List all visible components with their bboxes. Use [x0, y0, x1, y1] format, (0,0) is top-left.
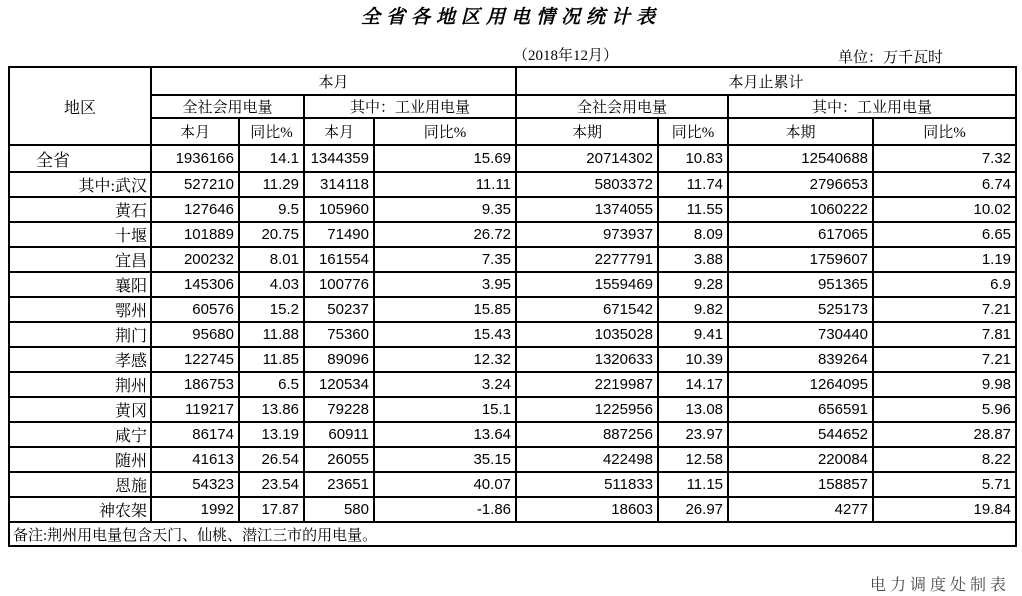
header-col-yoy: 同比%	[873, 118, 1016, 145]
value-cell: 14.17	[658, 372, 728, 397]
header-region: 地区	[9, 67, 151, 145]
table-row	[9, 372, 1016, 397]
row-label: 十堰	[9, 222, 151, 247]
header-col-yoy: 同比%	[374, 118, 516, 145]
value-cell: 158857	[728, 472, 873, 497]
row-label: 襄阳	[9, 272, 151, 297]
value-cell: 28.87	[873, 422, 1016, 447]
value-cell: 15.69	[374, 145, 516, 172]
report-period: （2018年12月）	[513, 48, 619, 64]
value-cell: 41613	[151, 447, 239, 472]
value-cell: 7.35	[374, 247, 516, 272]
value-cell: 10.83	[658, 145, 728, 172]
value-cell: 145306	[151, 272, 239, 297]
table-row	[9, 145, 1016, 172]
value-cell: 11.55	[658, 197, 728, 222]
row-label: 其中:武汉	[9, 172, 151, 197]
value-cell: 7.21	[873, 297, 1016, 322]
value-cell: 422498	[516, 447, 658, 472]
footer-credit: 电力调度处制表	[869, 577, 1010, 594]
header-col-month: 本月	[304, 118, 374, 145]
row-label: 全省	[9, 145, 151, 172]
value-cell: 12.32	[374, 347, 516, 372]
value-cell: 5803372	[516, 172, 658, 197]
value-cell: 101889	[151, 222, 239, 247]
value-cell: 1936166	[151, 145, 239, 172]
value-cell: 8.09	[658, 222, 728, 247]
value-cell: 511833	[516, 472, 658, 497]
table-row	[9, 172, 1016, 197]
table-row	[9, 222, 1016, 247]
value-cell: 1759607	[728, 247, 873, 272]
value-cell: 9.41	[658, 322, 728, 347]
value-cell: 1264095	[728, 372, 873, 397]
value-cell: 13.08	[658, 397, 728, 422]
value-cell: 20.75	[239, 222, 304, 247]
row-label: 黄冈	[9, 397, 151, 422]
value-cell: 671542	[516, 297, 658, 322]
value-cell: 220084	[728, 447, 873, 472]
value-cell: 580	[304, 497, 374, 522]
value-cell: 23651	[304, 472, 374, 497]
table-row	[9, 247, 1016, 272]
value-cell: 973937	[516, 222, 658, 247]
value-cell: 17.87	[239, 497, 304, 522]
value-cell: 161554	[304, 247, 374, 272]
unit-label: 单位：万千瓦时	[837, 50, 943, 66]
value-cell: 9.28	[658, 272, 728, 297]
row-label: 黄石	[9, 197, 151, 222]
value-cell: 15.2	[239, 297, 304, 322]
value-cell: 71490	[304, 222, 374, 247]
value-cell: 1.19	[873, 247, 1016, 272]
table-row	[9, 497, 1016, 522]
value-cell: 60576	[151, 297, 239, 322]
table-row	[9, 297, 1016, 322]
value-cell: 11.29	[239, 172, 304, 197]
value-cell: 525173	[728, 297, 873, 322]
value-cell: 13.19	[239, 422, 304, 447]
value-cell: 656591	[728, 397, 873, 422]
value-cell: 4277	[728, 497, 873, 522]
value-cell: 11.88	[239, 322, 304, 347]
stat-table	[8, 66, 1017, 547]
value-cell: 54323	[151, 472, 239, 497]
value-cell: 12540688	[728, 145, 873, 172]
value-cell: 11.11	[374, 172, 516, 197]
value-cell: 26.72	[374, 222, 516, 247]
value-cell: 12.58	[658, 447, 728, 472]
header-col-period: 本期	[516, 118, 658, 145]
value-cell: 100776	[304, 272, 374, 297]
row-label: 荆州	[9, 372, 151, 397]
table-row	[9, 422, 1016, 447]
value-cell: 186753	[151, 372, 239, 397]
value-cell: 5.96	[873, 397, 1016, 422]
value-cell: 13.64	[374, 422, 516, 447]
value-cell: 75360	[304, 322, 374, 347]
value-cell: 7.81	[873, 322, 1016, 347]
value-cell: 9.82	[658, 297, 728, 322]
value-cell: 2277791	[516, 247, 658, 272]
value-cell: 26.97	[658, 497, 728, 522]
value-cell: 23.97	[658, 422, 728, 447]
value-cell: 20714302	[516, 145, 658, 172]
value-cell: 839264	[728, 347, 873, 372]
value-cell: 314118	[304, 172, 374, 197]
value-cell: 11.15	[658, 472, 728, 497]
table-row	[9, 472, 1016, 497]
value-cell: 60911	[304, 422, 374, 447]
value-cell: 40.07	[374, 472, 516, 497]
value-cell: 6.5	[239, 372, 304, 397]
value-cell: 79228	[304, 397, 374, 422]
table-row	[9, 322, 1016, 347]
value-cell: 7.21	[873, 347, 1016, 372]
value-cell: 86174	[151, 422, 239, 447]
value-cell: 9.35	[374, 197, 516, 222]
value-cell: 4.03	[239, 272, 304, 297]
table-row	[9, 272, 1016, 297]
value-cell: 89096	[304, 347, 374, 372]
value-cell: 1035028	[516, 322, 658, 347]
value-cell: 544652	[728, 422, 873, 447]
header-society-consumption: 全社会用电量	[516, 95, 728, 118]
value-cell: 10.02	[873, 197, 1016, 222]
row-label: 宜昌	[9, 247, 151, 272]
value-cell: 11.85	[239, 347, 304, 372]
value-cell: 730440	[728, 322, 873, 347]
value-cell: 3.88	[658, 247, 728, 272]
header-col-yoy: 同比%	[239, 118, 304, 145]
value-cell: 13.86	[239, 397, 304, 422]
value-cell: 119217	[151, 397, 239, 422]
value-cell: 26055	[304, 447, 374, 472]
value-cell: 951365	[728, 272, 873, 297]
value-cell: 35.15	[374, 447, 516, 472]
value-cell: 19.84	[873, 497, 1016, 522]
value-cell: 15.85	[374, 297, 516, 322]
value-cell: 127646	[151, 197, 239, 222]
value-cell: 122745	[151, 347, 239, 372]
header-society-consumption: 全社会用电量	[151, 95, 304, 118]
header-industry-consumption: 其中：工业用电量	[728, 95, 1016, 118]
value-cell: 1320633	[516, 347, 658, 372]
row-label: 孝感	[9, 347, 151, 372]
page-title: 全省各地区用电情况统计表	[360, 6, 661, 28]
value-cell: 200232	[151, 247, 239, 272]
value-cell: 617065	[728, 222, 873, 247]
value-cell: 527210	[151, 172, 239, 197]
value-cell: 1060222	[728, 197, 873, 222]
value-cell: 8.22	[873, 447, 1016, 472]
row-label: 神农架	[9, 497, 151, 522]
value-cell: 887256	[516, 422, 658, 447]
value-cell: 14.1	[239, 145, 304, 172]
value-cell: 1374055	[516, 197, 658, 222]
value-cell: 105960	[304, 197, 374, 222]
value-cell: 23.54	[239, 472, 304, 497]
header-industry-consumption: 其中：工业用电量	[304, 95, 516, 118]
table-row	[9, 197, 1016, 222]
value-cell: 11.74	[658, 172, 728, 197]
note-row	[9, 522, 1016, 546]
value-cell: 2796653	[728, 172, 873, 197]
value-cell: 120534	[304, 372, 374, 397]
value-cell: 18603	[516, 497, 658, 522]
value-cell: 8.01	[239, 247, 304, 272]
value-cell: 15.1	[374, 397, 516, 422]
value-cell: 6.65	[873, 222, 1016, 247]
value-cell: 95680	[151, 322, 239, 347]
table-note: 备注:荆州用电量包含天门、仙桃、潜江三市的用电量。	[9, 522, 1016, 546]
value-cell: 1225956	[516, 397, 658, 422]
table-row	[9, 347, 1016, 372]
value-cell: 10.39	[658, 347, 728, 372]
header-group-cumulative: 本月止累计	[516, 67, 1016, 95]
value-cell: 5.71	[873, 472, 1016, 497]
row-label: 恩施	[9, 472, 151, 497]
value-cell: 26.54	[239, 447, 304, 472]
row-label: 荆门	[9, 322, 151, 347]
header-col-yoy: 同比%	[658, 118, 728, 145]
header-group-current-month: 本月	[151, 67, 516, 95]
row-label: 随州	[9, 447, 151, 472]
value-cell: 3.95	[374, 272, 516, 297]
row-label: 鄂州	[9, 297, 151, 322]
value-cell: 3.24	[374, 372, 516, 397]
row-label: 咸宁	[9, 422, 151, 447]
value-cell: 50237	[304, 297, 374, 322]
value-cell: 1559469	[516, 272, 658, 297]
value-cell: 1992	[151, 497, 239, 522]
value-cell: 2219987	[516, 372, 658, 397]
value-cell: -1.86	[374, 497, 516, 522]
value-cell: 15.43	[374, 322, 516, 347]
value-cell: 7.32	[873, 145, 1016, 172]
table-row	[9, 447, 1016, 472]
value-cell: 6.9	[873, 272, 1016, 297]
header-col-month: 本月	[151, 118, 239, 145]
value-cell: 9.5	[239, 197, 304, 222]
header-col-period: 本期	[728, 118, 873, 145]
value-cell: 9.98	[873, 372, 1016, 397]
value-cell: 6.74	[873, 172, 1016, 197]
value-cell: 1344359	[304, 145, 374, 172]
table-row	[9, 397, 1016, 422]
